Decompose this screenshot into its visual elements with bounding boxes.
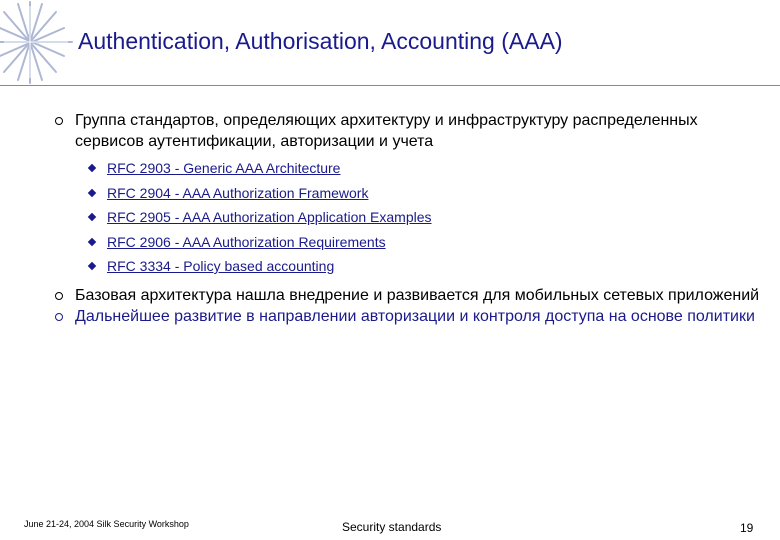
- slide-body: [50, 110, 760, 327]
- footer-event: June 21-24, 2004 Silk Security Workshop: [24, 519, 189, 529]
- title-divider: [0, 85, 780, 86]
- slide-title: Authentication, Authorisation, Accounting (AAA): [78, 28, 563, 54]
- rfc-item: [88, 254, 760, 279]
- rfc-item: [88, 205, 760, 230]
- rfc-2905-link[interactable]: RFC 2905 - AAA Authorization Application Examples: [107, 209, 432, 225]
- rfc-list: [50, 156, 760, 279]
- bullet-dot-icon: [55, 313, 63, 321]
- diamond-bullet-icon: [88, 188, 96, 196]
- bullet-text: Базовая архитектура нашла внедрение и развивается для мобильных сетевых приложений: [75, 286, 760, 304]
- rfc-3334-link[interactable]: RFC 3334 - Policy based accounting: [107, 258, 335, 274]
- rfc-item: [88, 230, 760, 255]
- page-number: 19: [740, 521, 754, 535]
- diamond-bullet-icon: [88, 237, 96, 245]
- bullet-text: Дальнейшее развитие в направлении авторизации и контроля доступа на основе политики: [75, 307, 755, 325]
- bullet-aaa-standards: [50, 110, 760, 152]
- rfc-2904-link[interactable]: RFC 2904 - AAA Authorization Framework: [107, 184, 369, 201]
- rfc-2906-link[interactable]: RFC 2906 - AAA Authorization Requirements: [107, 233, 386, 250]
- rfc-item: [88, 156, 760, 181]
- bullet-text: Группа стандартов, определяющих архитектуру и инфраструктуру распределенных сервисов аутентификации, авторизации и учета: [75, 112, 698, 150]
- bullet-dot-icon: [55, 117, 63, 125]
- footer-section-title: Security standards: [342, 520, 442, 534]
- diamond-bullet-icon: [88, 213, 96, 221]
- rfc-item: [88, 181, 760, 206]
- diamond-bullet-icon: [88, 164, 96, 172]
- bullet-mobile-architecture: [50, 285, 760, 306]
- bullet-policy-development: [50, 306, 760, 327]
- bullet-dot-icon: [55, 292, 63, 300]
- sparkle-decoration-icon: [0, 0, 78, 85]
- rfc-2903-link[interactable]: RFC 2903 - Generic AAA Architecture: [107, 160, 341, 176]
- diamond-bullet-icon: [88, 262, 96, 270]
